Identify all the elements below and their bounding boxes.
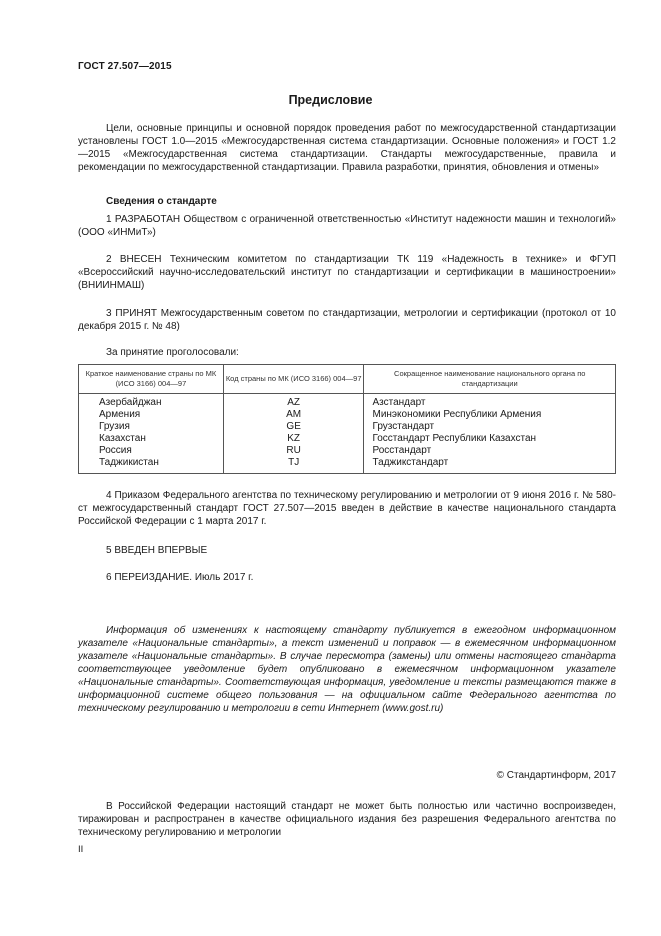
item-1-paragraph: 1 РАЗРАБОТАН Обществом с ограниченной ответственностью «Институт надежности машин и технологий» (ООО «ИНМиТ»)	[78, 214, 616, 238]
item-5-line: 5 ВВЕДЕН ВПЕРВЫЕ	[106, 545, 208, 556]
country-name: Таджикистан	[79, 457, 224, 474]
item-2-paragraph: 2 ВНЕСЕН Техническим комитетом по стандартизации ТК 119 «Надежность в технике» и ФГУП «Всероссийский научно-исследовательский институт по стандартизации и сертификации в машиностроении» (ВНИИНМАШ)	[78, 254, 616, 291]
country-code: TJ	[223, 457, 364, 474]
country-code: AM	[223, 409, 364, 421]
voted-label: За принятие проголосовали:	[106, 347, 239, 358]
item-6-line: 6 ПЕРЕИЗДАНИЕ. Июль 2017 г.	[106, 572, 254, 583]
table-row	[79, 421, 616, 433]
country-name: Казахстан	[79, 433, 224, 445]
standard-code-header: ГОСТ 27.507—2015	[78, 61, 172, 72]
country-name: Азербайджан	[79, 394, 224, 410]
item-4-paragraph: 4 Приказом Федерального агентства по техническому регулированию и метрологии от 9 июня 2016 г. № 580-ст межгосударственный стандарт ГОСТ 27.507—2015 введен в действие в качестве национального стандарта Российской Федерации с 1 марта 2017 г.	[78, 490, 616, 527]
country-code: GE	[223, 421, 364, 433]
country-code: RU	[223, 445, 364, 457]
country-code: KZ	[223, 433, 364, 445]
table-row	[79, 445, 616, 457]
country-name: Россия	[79, 445, 224, 457]
table-row	[79, 457, 616, 474]
standards-body: Грузстандарт	[364, 421, 616, 433]
standards-body: Минэкономики Республики Армения	[364, 409, 616, 421]
item-3-paragraph: 3 ПРИНЯТ Межгосударственным советом по стандартизации, метрологии и сертификации (протокол от 10 декабря 2015 г. № 48)	[78, 308, 616, 332]
table-row	[79, 433, 616, 445]
country-name: Грузия	[79, 421, 224, 433]
table-row	[79, 409, 616, 421]
country-name-header: Краткое наименование страны по МК (ИСО 3166) 004—97	[79, 365, 224, 394]
country-code: AZ	[223, 394, 364, 410]
country-name: Армения	[79, 409, 224, 421]
foreword-title: Предисловие	[288, 93, 373, 107]
standards-body: Госстандарт Республики Казахстан	[364, 433, 616, 445]
copyright-notice: © Стандартинформ, 2017	[496, 770, 616, 781]
standards-body: Росстандарт	[364, 445, 616, 457]
country-code-header: Код страны по МК (ИСО 3166) 004—97	[223, 365, 364, 394]
countries-table	[78, 364, 616, 474]
table-header-row	[79, 365, 616, 394]
changes-info-paragraph: Информация об изменениях к настоящему стандарту публикуется в ежегодном информационном указателе «Национальные стандарты», а текст изменений и поправок — в ежемесячном информационном указателе «Национальные стандарты». В случае пересмотра (замены) или отмены настоящего стандарта соответствующее уведомление будет опубликовано в ежемесячном информационном указателе «Национальные стандарты». Соответствующая информация, уведомление и тексты размещаются также в информационной системе общего пользования — на официальном сайте Федерального агентства по техническому регулированию и метрологии в сети Интернет (www.gost.ru)	[78, 625, 616, 714]
foreword-intro-paragraph: Цели, основные принципы и основной порядок проведения работ по межгосударственной стандартизации установлены ГОСТ 1.0—2015 «Межгосударственная система стандартизации. Основные положения» и ГОСТ 1.2—2015 «Межгосударственная система стандартизации. Стандарты межгосударственные, правила и рекомендации по межгосударственной стандартизации. Правила разработки, принятия, обновления и отмены»	[78, 123, 616, 173]
rights-notice-paragraph: В Российской Федерации настоящий стандарт не может быть полностью или частично воспроизведен, тиражирован и распространен в качестве официального издания без разрешения Федерального агентства по техническому регулированию и метрологии	[78, 801, 616, 838]
standards-body: Азстандарт	[364, 394, 616, 410]
standards-body-header: Сокращенное наименование национального органа по стандартизации	[364, 365, 616, 394]
standard-info-subtitle: Сведения о стандарте	[106, 196, 217, 207]
standards-body: Таджикстандарт	[364, 457, 616, 474]
page-number: II	[78, 844, 84, 855]
table-row	[79, 394, 616, 410]
